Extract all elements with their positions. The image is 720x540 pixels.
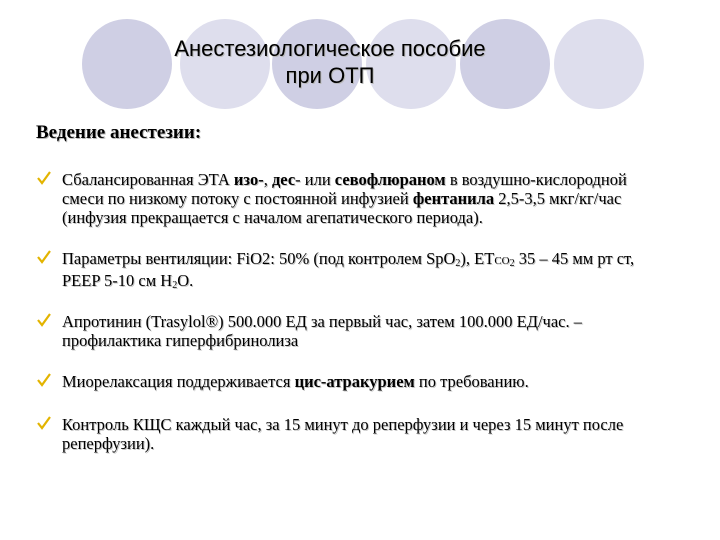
bullet-text: по требованию. bbox=[414, 372, 529, 391]
bullet-item-4 bbox=[34, 372, 659, 391]
bullet-text: Контроль КЩС каждый час, за 15 минут до реперфузии и через 15 минут после реперфузии). bbox=[62, 415, 624, 453]
checkmark-icon bbox=[36, 170, 52, 186]
bullet-text: - или bbox=[295, 170, 335, 189]
bullet-item-1 bbox=[34, 170, 659, 227]
bullet-text: 2,5-3,5 мкг/кг/час (инфузия прекращается с началом агепатического периода). bbox=[62, 189, 622, 227]
title-line-2: при ОТП bbox=[285, 63, 375, 88]
bullet-text: Сбалансированная ЭТА bbox=[62, 170, 234, 189]
bullet-item-2 bbox=[34, 249, 659, 290]
bullet-text: , bbox=[263, 170, 272, 189]
bullet-text-bold: изо- bbox=[233, 170, 264, 189]
subscript: 2 bbox=[509, 258, 515, 269]
section-heading: Ведение анестезии: bbox=[36, 122, 202, 143]
subscript: 2 bbox=[455, 258, 461, 269]
checkmark-icon bbox=[36, 249, 52, 265]
bullet-text: Апротинин (Trasylol®) 500.000 ЕД за первый час, затем 100.000 ЕД/час. – профилактика гиперфибринолиза bbox=[62, 312, 582, 350]
decor-circle-6 bbox=[554, 19, 644, 109]
bullet-text-bold: дес bbox=[271, 170, 296, 189]
bullet-text: Миорелаксация поддерживается bbox=[62, 372, 295, 391]
bullet-text: Параметры вентиляции: FiO2: 50% (под контролем SpO bbox=[62, 249, 456, 268]
subscript: 2 bbox=[172, 280, 178, 291]
slide-title bbox=[140, 35, 520, 89]
bullet-text: в воздушно-кислородной смеси по низкому потоку с постоянной инфузией bbox=[62, 170, 627, 208]
bullet-item-5 bbox=[34, 415, 659, 453]
bullet-list bbox=[34, 170, 659, 453]
bullet-text: ), ЕТ bbox=[460, 249, 495, 268]
checkmark-icon bbox=[36, 372, 52, 388]
checkmark-icon bbox=[36, 415, 52, 431]
bullet-text-bold: фентанила bbox=[412, 189, 495, 208]
bullet-text: О. bbox=[177, 271, 194, 290]
bullet-item-3 bbox=[34, 312, 659, 350]
checkmark-icon bbox=[36, 312, 52, 328]
bullet-text: 35 – 45 мм рт ст, PEEP 5-10 см Н bbox=[62, 249, 635, 290]
bullet-text-bold: цис-атракурием bbox=[294, 372, 415, 391]
small-text: СО bbox=[494, 255, 510, 267]
bullet-text-bold: севофлюраном bbox=[334, 170, 446, 189]
title-line-1: Анестезиологическое пособие bbox=[174, 36, 486, 61]
